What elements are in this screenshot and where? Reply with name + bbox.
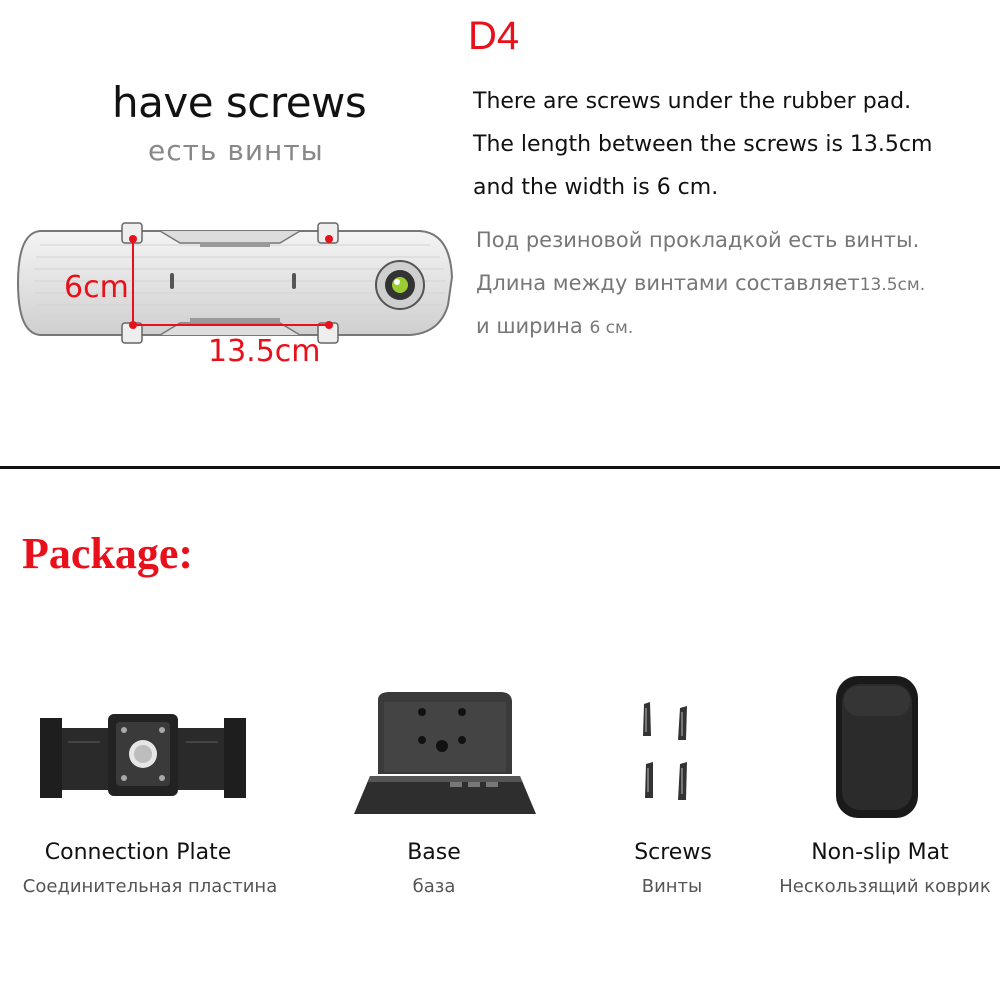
desc-ru-line-3: и ширина 6 см. (476, 314, 634, 338)
connection-plate-image (38, 712, 248, 802)
section-divider (0, 466, 1000, 469)
package-title: Package: (22, 529, 194, 578)
vent-top (200, 242, 270, 247)
item-sub-non-slip-mat: Нескользящий коврик (779, 876, 991, 897)
desc-ru-line-2: Длина между винтами составляет13.5см. (476, 271, 926, 295)
screws-image (636, 700, 696, 804)
screws-heading: have screws (112, 78, 367, 127)
base-image (350, 690, 540, 818)
item-sub-screws: Винты (641, 876, 703, 897)
vent-bottom (190, 318, 280, 323)
height-dimension-label: 6cm (64, 270, 129, 305)
desc-en-line-2: The length between the screws is 13.5cm (473, 132, 933, 157)
desc-en-line-3: and the width is 6 cm. (473, 175, 719, 200)
model-code: D4 (468, 14, 520, 58)
item-sub-connection-plate: Соединительная пластина (22, 876, 278, 897)
desc-en-line-1: There are screws under the rubber pad. (473, 89, 912, 114)
desc-ru-line-1: Под резиновой прокладкой есть винты. (476, 228, 920, 252)
screws-heading-ru: есть винты (148, 134, 324, 167)
non-slip-mat-image (834, 674, 920, 820)
item-sub-base: база (412, 876, 456, 897)
item-label-base: Base (407, 840, 461, 865)
item-label-non-slip-mat: Non-slip Mat (811, 840, 949, 865)
item-label-screws: Screws (634, 840, 712, 865)
item-label-connection-plate: Connection Plate (44, 840, 232, 865)
length-dimension-label: 13.5cm (208, 334, 321, 369)
